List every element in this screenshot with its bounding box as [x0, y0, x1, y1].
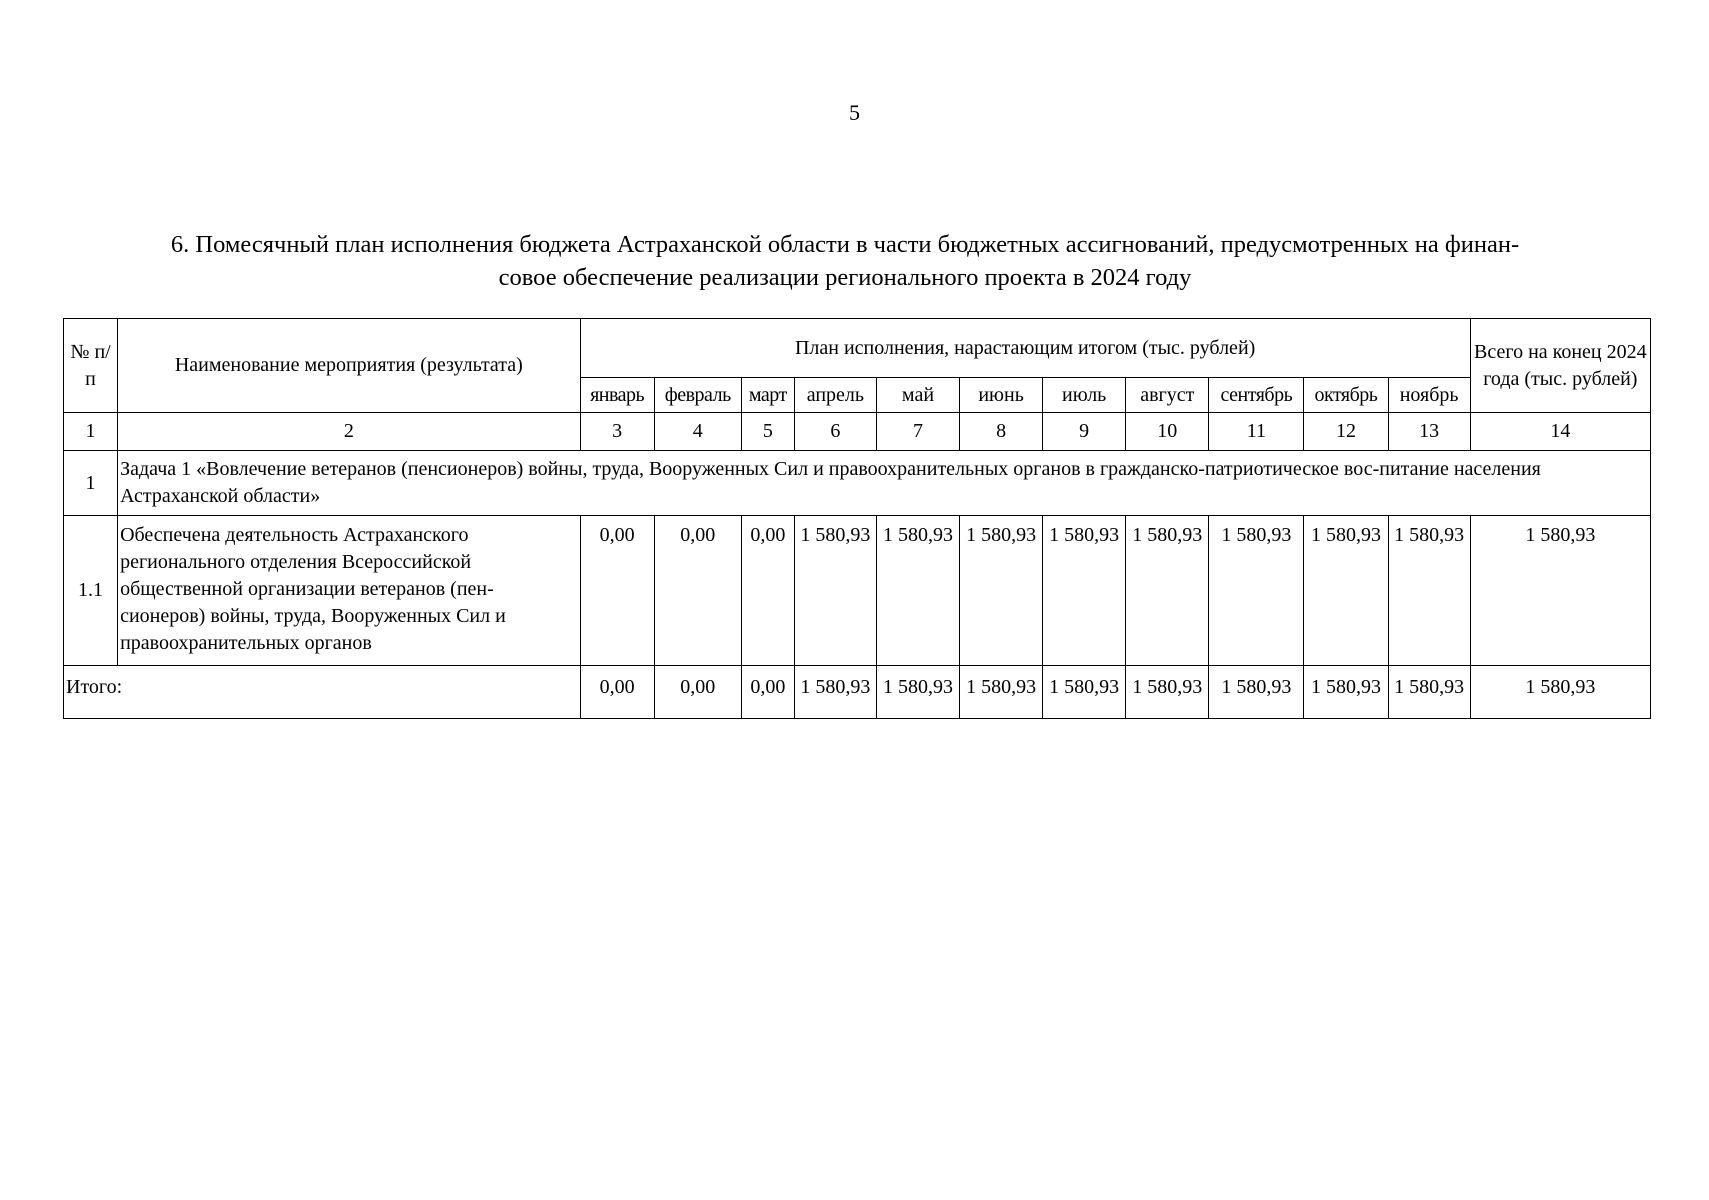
month-value: 1 580,93 — [1126, 516, 1209, 666]
header-num: № п/п — [64, 319, 118, 413]
month-header: январь — [580, 378, 654, 413]
total-month-value: 1 580,93 — [1126, 666, 1209, 719]
total-row — [64, 666, 1651, 719]
month-value: 1 580,93 — [1209, 516, 1304, 666]
month-header: апрель — [794, 378, 876, 413]
item-name: Обеспечена деятельность Астраханского регионального отделения Всероссийской общественной организации ветеранов (пен-сионеров) войны, труда, Вооруженных Сил и правоохранительных органов — [118, 516, 581, 666]
month-value: 0,00 — [580, 516, 654, 666]
month-header: август — [1126, 378, 1209, 413]
column-number: 13 — [1388, 413, 1470, 451]
month-header: ноябрь — [1388, 378, 1470, 413]
task-num: 1 — [64, 451, 118, 516]
total-month-value: 0,00 — [580, 666, 654, 719]
item-num: 1.1 — [64, 516, 118, 666]
table-row — [64, 516, 1651, 666]
header-total: Всего на конец 2024 года (тыс. рублей) — [1470, 319, 1650, 413]
column-number: 8 — [960, 413, 1043, 451]
task-text: Задача 1 «Вовлечение ветеранов (пенсионеров) войны, труда, Вооруженных Сил и правоохранительных органов в гражданско-патриотическое вос-питание населения Астраханской области» — [118, 451, 1651, 516]
column-number: 14 — [1470, 413, 1650, 451]
month-value: 1 580,93 — [960, 516, 1043, 666]
total-month-value: 1 580,93 — [1388, 666, 1470, 719]
total-month-value: 1 580,93 — [876, 666, 959, 719]
header-row — [64, 319, 1651, 378]
month-header: май — [876, 378, 959, 413]
month-header: сентябрь — [1209, 378, 1304, 413]
total-month-value: 0,00 — [741, 666, 794, 719]
column-number: 10 — [1126, 413, 1209, 451]
total-month-value: 1 580,93 — [794, 666, 876, 719]
month-value: 1 580,93 — [794, 516, 876, 666]
month-value: 0,00 — [741, 516, 794, 666]
column-number: 12 — [1304, 413, 1388, 451]
total-month-value: 1 580,93 — [1043, 666, 1126, 719]
month-value: 1 580,93 — [1388, 516, 1470, 666]
month-header: февраль — [654, 378, 741, 413]
column-number: 3 — [580, 413, 654, 451]
task-row — [64, 451, 1651, 516]
item-total: 1 580,93 — [1470, 516, 1650, 666]
title-line-1: 6. Помесячный план исполнения бюджета Астраханской области в части бюджетных ассигнований, предусмотренных на финан- — [170, 231, 1520, 258]
header-name: Наименование мероприятия (результата) — [118, 319, 581, 413]
page-number: 5 — [849, 100, 860, 125]
total-month-value: 1 580,93 — [960, 666, 1043, 719]
header-plan: План исполнения, нарастающим итогом (тыс. рублей) — [580, 319, 1470, 378]
title-line-2: совое обеспечение реализации регионального проекта в 2024 году — [498, 264, 1192, 291]
month-value: 1 580,93 — [1043, 516, 1126, 666]
total-month-value: 1 580,93 — [1304, 666, 1388, 719]
column-number: 9 — [1043, 413, 1126, 451]
column-number: 11 — [1209, 413, 1304, 451]
column-number: 4 — [654, 413, 741, 451]
total-month-value: 0,00 — [654, 666, 741, 719]
total-label: Итого: — [64, 666, 581, 719]
column-number: 1 — [64, 413, 118, 451]
month-value: 1 580,93 — [1304, 516, 1388, 666]
column-number: 2 — [118, 413, 581, 451]
column-numbers-row — [64, 413, 1651, 451]
column-number: 6 — [794, 413, 876, 451]
month-header: октябрь — [1304, 378, 1388, 413]
month-value: 1 580,93 — [876, 516, 959, 666]
document-title — [70, 228, 1620, 294]
month-header: июль — [1043, 378, 1126, 413]
column-number: 5 — [741, 413, 794, 451]
month-value: 0,00 — [654, 516, 741, 666]
column-number: 7 — [876, 413, 959, 451]
month-header: июнь — [960, 378, 1043, 413]
budget-plan-table — [63, 318, 1651, 719]
month-header: март — [741, 378, 794, 413]
total-month-value: 1 580,93 — [1209, 666, 1304, 719]
grand-total: 1 580,93 — [1470, 666, 1650, 719]
